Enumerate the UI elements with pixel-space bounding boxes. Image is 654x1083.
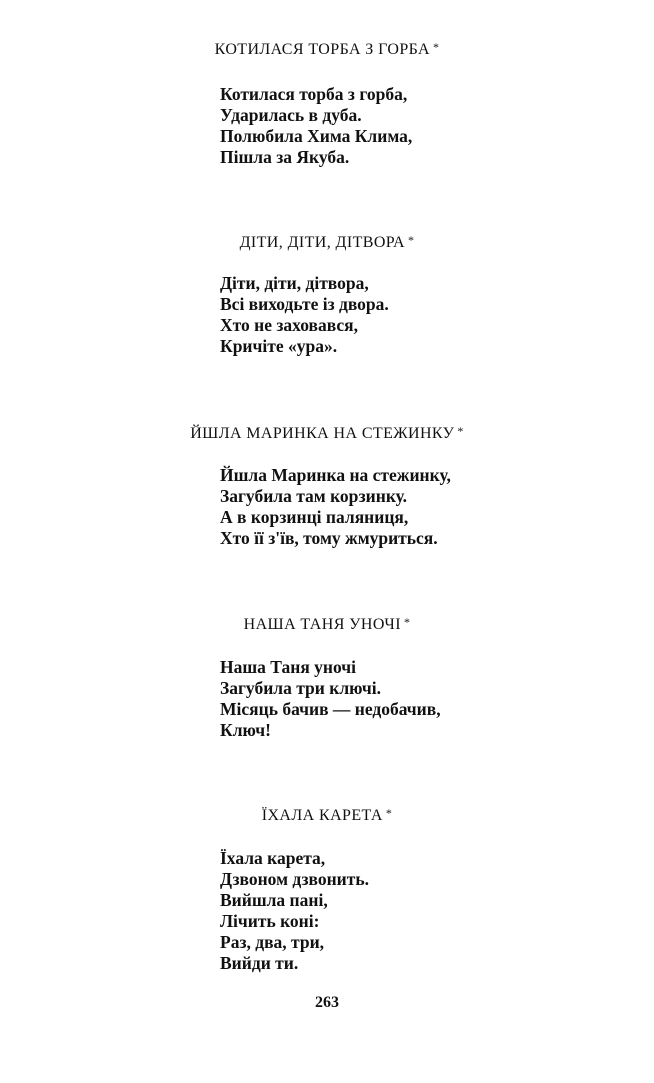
verse-line: Пішла за Якуба. (220, 147, 350, 167)
poem-title-text: ЇХАЛА КАРЕТА (261, 807, 383, 824)
verse-line: Загубила там корзинку. (220, 486, 408, 506)
verse-line: Їхала карета, (220, 848, 326, 868)
verse-line: Раз, два, три, (220, 932, 325, 952)
verse-line: Дзвоном дзвонить. (220, 869, 369, 889)
footnote-mark: * (432, 40, 440, 54)
verse-line: Вийди ти. (220, 953, 299, 973)
poem-title-text: НАША ТАНЯ УНОЧІ (243, 616, 401, 633)
verse-line: Загубила три ключі. (220, 678, 381, 698)
verse-line: Йшла Маринка на стежинку, (220, 465, 451, 485)
poem-verse (220, 657, 441, 741)
page-number: 263 (315, 994, 339, 1011)
verse-line: Полюбила Хима Клима, (220, 126, 413, 146)
verse-line: Місяць бачив — недобачив, (220, 699, 441, 719)
verse-line: Ударилась в дуба. (220, 105, 362, 125)
poem-title (0, 230, 654, 253)
verse-line: А в корзинці паляниця, (220, 507, 409, 527)
poem-title (0, 612, 654, 635)
poem-title-text: КОТИЛАСЯ ТОРБА З ГОРБА (214, 41, 430, 58)
poem-title-text: ДІТИ, ДІТИ, ДІТВОРА (239, 234, 405, 251)
footnote-mark: * (385, 806, 393, 820)
poem-title (0, 803, 654, 826)
footnote-mark: * (407, 233, 415, 247)
poem-title (0, 421, 654, 444)
verse-line: Хто не заховався, (220, 315, 359, 335)
verse-line: Лічить коні: (220, 911, 320, 931)
poem-title-text: ЙШЛА МАРИНКА НА СТЕЖИНКУ (190, 425, 455, 442)
verse-line: Наша Таня уночі (220, 657, 357, 677)
footnote-mark: * (457, 424, 464, 438)
poem-verse (220, 848, 369, 974)
verse-line: Всі виходьте із двора. (220, 294, 389, 314)
verse-line: Ключ! (220, 720, 271, 740)
verse-line: Діти, діти, дітвора, (220, 273, 369, 293)
poem-verse (220, 84, 412, 168)
poem-verse (220, 273, 389, 357)
verse-line: Кричіте «ура». (220, 336, 338, 356)
poem-verse (220, 465, 451, 549)
verse-line: Котилася торба з горба, (220, 84, 408, 104)
poem-title (0, 37, 654, 60)
verse-line: Вийшла пані, (220, 890, 328, 910)
footnote-mark: * (403, 615, 411, 629)
verse-line: Хто її з'їв, тому жмуриться. (220, 528, 438, 548)
